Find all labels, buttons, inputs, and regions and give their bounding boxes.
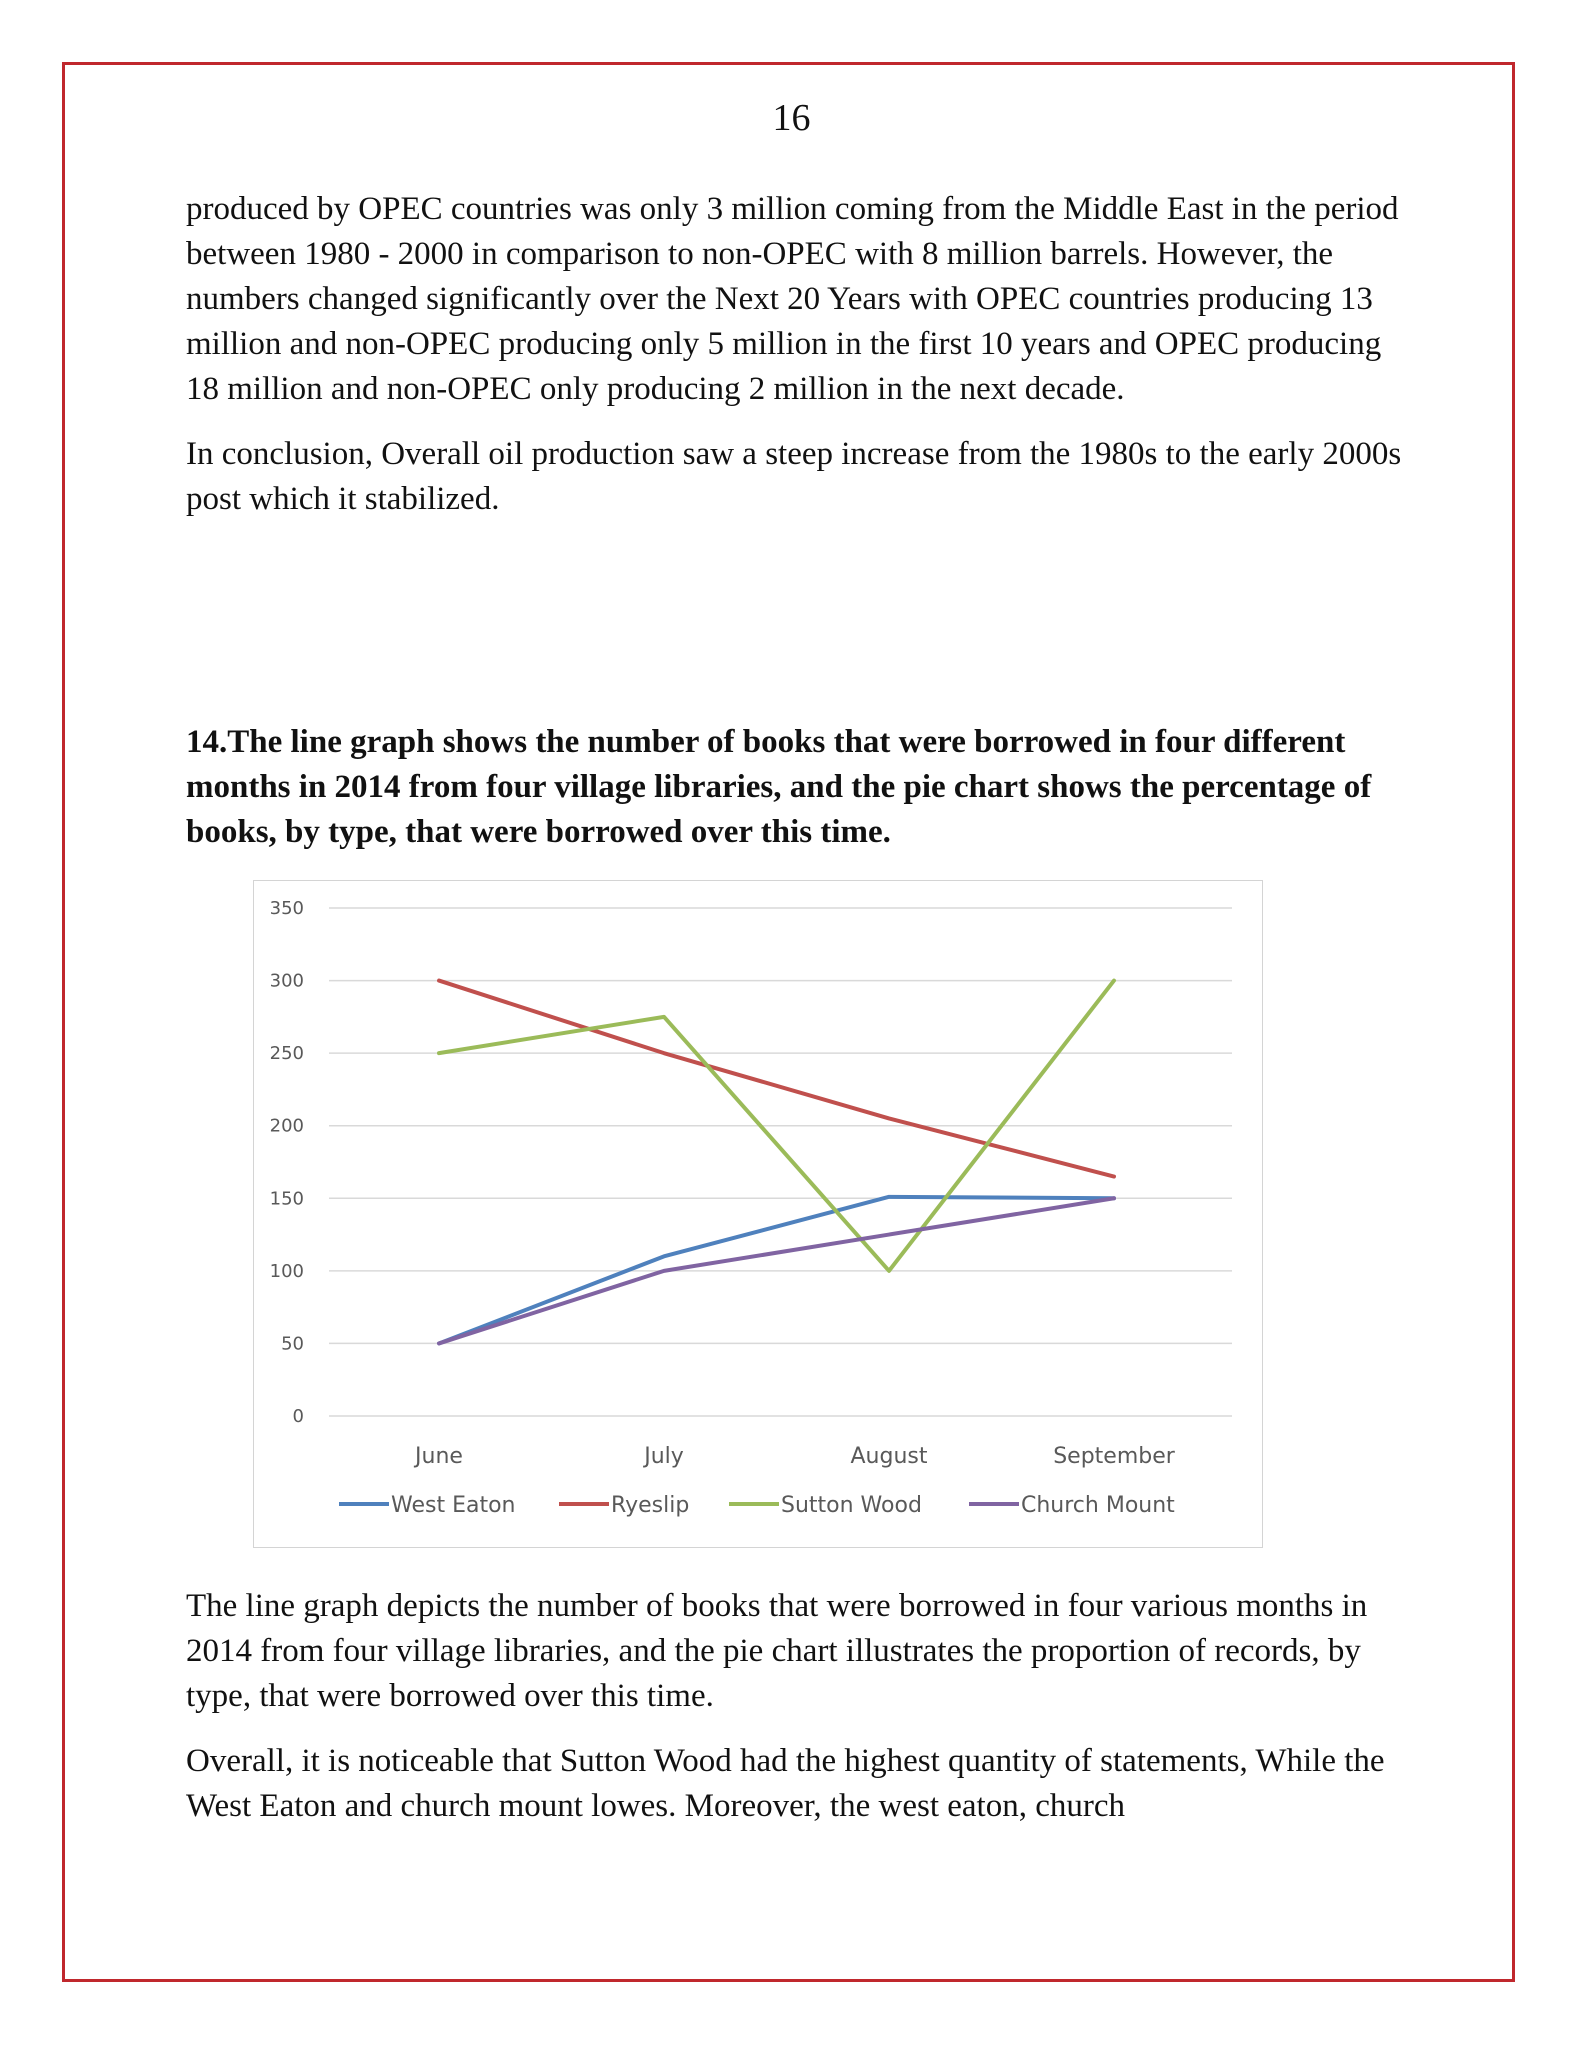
legend-label: West Eaton [391, 1493, 516, 1518]
x-tick-label: June [415, 1444, 463, 1469]
line-chart [253, 880, 1263, 1548]
y-tick-label: 200 [269, 1115, 304, 1137]
paragraph: The line graph depicts the number of books that were borrowed in four various months in 2014 from four village libraries, and the pie chart illustrates the proportion of records, by type, that were borrowed over this time. [186, 1588, 1368, 1714]
y-tick-label: 300 [269, 970, 304, 992]
y-tick-label: 150 [269, 1188, 304, 1210]
y-tick-label: 0 [292, 1406, 304, 1427]
legend-label: Church Mount [1021, 1493, 1175, 1518]
y-tick-label: 250 [269, 1043, 304, 1065]
paragraph: In conclusion, Overall oil production saw a steep increase from the 1980s to the early 2000s post which it stabilized. [186, 436, 1402, 517]
x-tick-label: July [644, 1444, 684, 1469]
legend-label: Ryeslip [611, 1493, 690, 1518]
y-tick-label: 350 [269, 898, 304, 919]
y-tick-label: 50 [281, 1333, 304, 1355]
x-tick-label: August [850, 1444, 928, 1469]
x-tick-label: September [1053, 1444, 1175, 1469]
chart-svg [254, 881, 1264, 1549]
question-text: 14.The line graph shows the number of books that were borrowed in four different months in 2014 from four village libraries, and the pie chart shows the percentage of books, by type, that were borrowed over this time. [186, 724, 1372, 850]
intro-text [186, 187, 1411, 542]
question-heading [186, 720, 1411, 875]
page-number: 16 [772, 97, 811, 139]
legend-label: Sutton Wood [781, 1493, 922, 1518]
paragraph: produced by OPEC countries was only 3 million coming from the Middle East in the period between 1980 - 2000 in comparison to non-OPEC with 8 million barrels. However, the numbers changed significantly over the Next 20 Years with OPEC countries producing 13 million and non-OPEC producing only 5 million in the first 10 years and OPEC producing 18 million and non-OPEC only producing 2 million in the next decade. [186, 191, 1399, 407]
answer-text [186, 1584, 1411, 1849]
y-tick-label: 100 [269, 1260, 304, 1282]
series-line-ryeslip [439, 981, 1114, 1177]
paragraph: Overall, it is noticeable that Sutton Wood had the highest quantity of statements, While the West Eaton and church mount lowes. Moreover, the west eaton, church [186, 1743, 1385, 1824]
